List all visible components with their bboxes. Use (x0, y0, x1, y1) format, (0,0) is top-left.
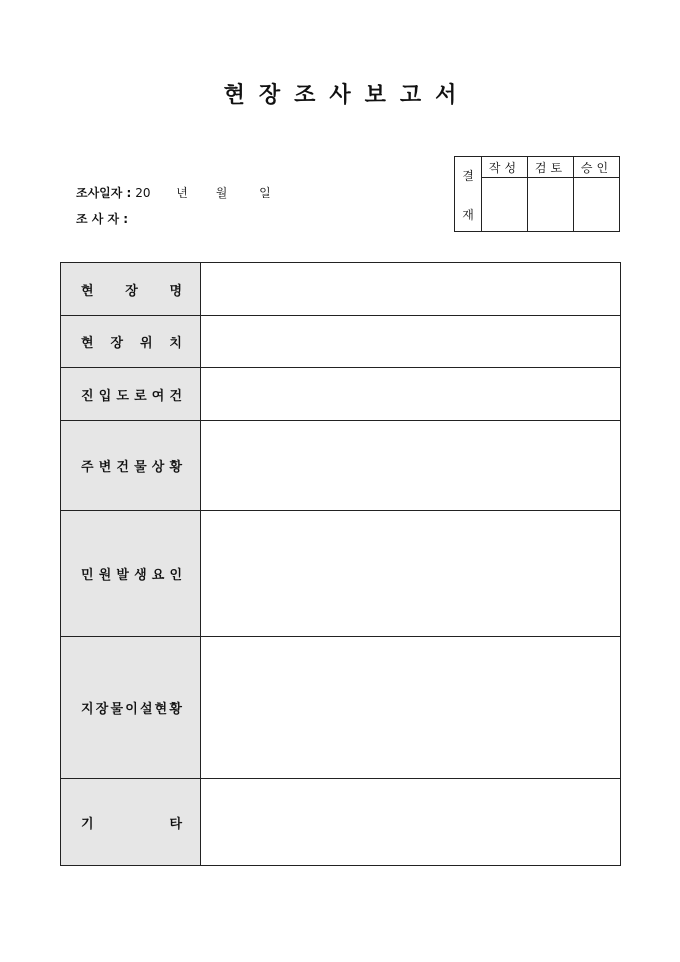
label-char: 인 (169, 568, 182, 583)
label-char: 설 (139, 702, 153, 717)
complaint-factors-field[interactable] (201, 511, 621, 637)
label-char: 원 (98, 568, 112, 583)
label-char: 장 (95, 702, 109, 717)
site-name-field[interactable] (201, 263, 621, 316)
table-row (61, 779, 621, 866)
label-char: 지 (81, 702, 94, 717)
label-char: 장 (125, 283, 138, 299)
row-label-site-name (61, 263, 201, 316)
row-label-surrounding-buildings (61, 421, 201, 511)
label-char: 현 (81, 336, 94, 351)
label-char: 명 (169, 283, 182, 299)
survey-date-line (76, 184, 271, 201)
label-char: 치 (169, 336, 182, 351)
label-char: 현 (81, 283, 94, 299)
table-row (61, 263, 621, 316)
approval-header-written: 작성 (482, 157, 528, 178)
row-label-site-location (61, 316, 201, 368)
approval-header-reviewed: 검토 (528, 157, 574, 178)
label-char: 건 (116, 460, 129, 475)
label-char: 상 (151, 460, 165, 475)
label-char: 물 (134, 460, 147, 475)
label-char: 장 (110, 336, 124, 351)
access-road-field[interactable] (201, 368, 621, 421)
table-row (61, 316, 621, 368)
table-row (61, 637, 621, 779)
utility-relocation-field[interactable] (201, 637, 621, 779)
table-row (61, 421, 621, 511)
label-char: 변 (98, 460, 112, 475)
table-row (61, 368, 621, 421)
surrounding-buildings-field[interactable] (201, 421, 621, 511)
label-char: 황 (169, 702, 182, 717)
date-prefix: 20 (135, 186, 151, 200)
survey-table (60, 262, 621, 866)
year-unit: 년 (176, 186, 188, 200)
row-label-access-road (61, 368, 201, 421)
approval-sign-written[interactable] (482, 178, 528, 232)
label-char: 황 (169, 460, 182, 475)
label-char: 타 (169, 816, 182, 832)
approval-sign-approved[interactable] (574, 178, 620, 232)
label-char: 주 (81, 460, 94, 475)
inspector-label: 조 사 자 : (76, 212, 129, 226)
label-char: 기 (81, 816, 94, 832)
inspector-line (76, 210, 128, 227)
survey-date-label: 조사일자 : (76, 186, 132, 200)
label-char: 민 (81, 568, 94, 583)
row-label-other (61, 779, 201, 866)
approval-side-top: 결 (462, 169, 474, 183)
label-char: 발 (116, 568, 129, 583)
approval-header-approved: 승인 (574, 157, 620, 178)
approval-side-label (455, 157, 482, 232)
label-char: 요 (151, 568, 165, 583)
approval-sign-reviewed[interactable] (528, 178, 574, 232)
label-char: 로 (134, 388, 147, 404)
label-char: 입 (98, 388, 112, 404)
row-label-utility-relocation (61, 637, 201, 779)
approval-side-bottom: 재 (462, 208, 474, 222)
label-char: 진 (81, 388, 94, 404)
other-field[interactable] (201, 779, 621, 866)
month-unit: 월 (215, 186, 228, 200)
page-title: 현장조사보고서 (223, 82, 471, 108)
label-char: 여 (151, 388, 165, 404)
table-row (61, 511, 621, 637)
day-unit: 일 (259, 186, 271, 200)
row-label-complaint-factors (61, 511, 201, 637)
site-location-field[interactable] (201, 316, 621, 368)
label-char: 물 (110, 702, 124, 717)
label-char: 위 (139, 336, 153, 351)
label-char: 건 (169, 388, 182, 404)
label-char: 현 (154, 702, 168, 717)
approval-box (454, 156, 620, 232)
label-char: 생 (134, 568, 147, 583)
label-char: 도 (116, 388, 129, 404)
label-char: 이 (125, 702, 138, 717)
